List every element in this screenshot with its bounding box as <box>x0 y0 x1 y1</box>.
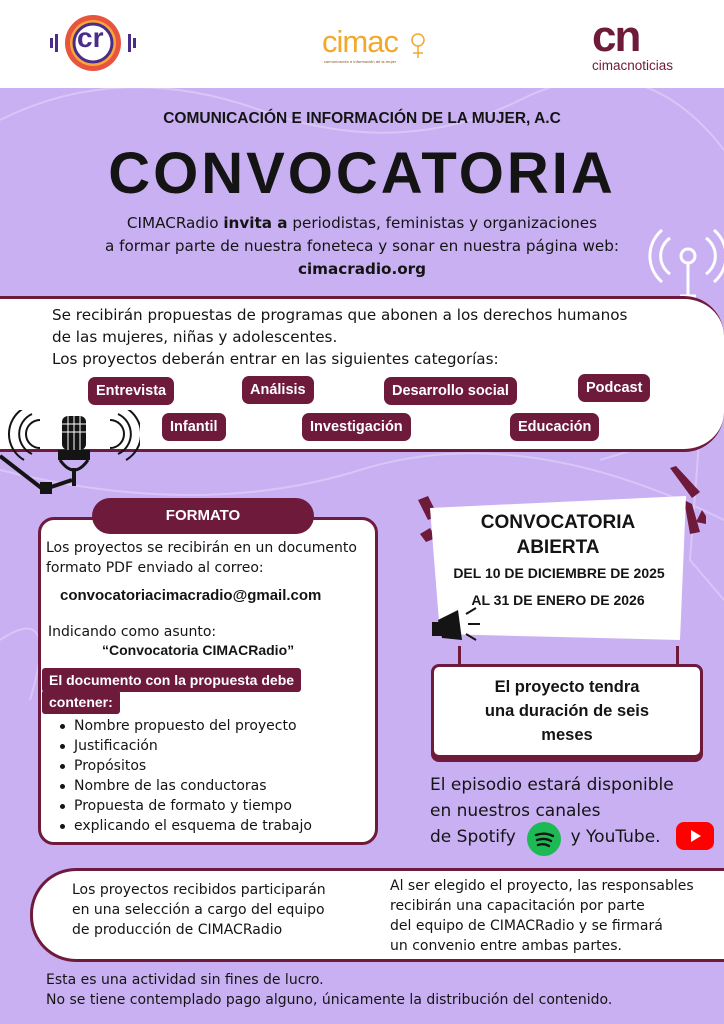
sign-line-1: CONVOCATORIA <box>480 512 636 533</box>
footer-note <box>46 970 706 1010</box>
category-chip-entrevista: Entrevista <box>88 377 174 405</box>
episode-line-2: en nuestros canales <box>430 801 601 821</box>
training-line-2: recibirán una capacitación por parte <box>390 898 645 914</box>
footer-line-1: Esta es una actividad sin fines de lucro. <box>46 972 324 988</box>
cimacnoticias-logo-text: cimacnoticias <box>592 58 674 73</box>
cimac-logo <box>322 22 432 74</box>
formato-text-1: Los proyectos se recibirán en un documento <box>46 540 357 556</box>
duration-line-3: meses <box>541 726 593 744</box>
cimacnoticias-logo-mark: cn <box>592 12 640 61</box>
category-chip-analisis: Análisis <box>242 376 314 404</box>
categories-line2: de las mujeres, niñas y adolescentes. <box>52 328 338 346</box>
radio-antenna-icon <box>640 218 724 302</box>
episode-youtube-text: y YouTube. <box>570 827 661 847</box>
formato-text-2: formato PDF enviado al correo: <box>46 560 264 576</box>
formato-title: FORMATO <box>92 498 314 534</box>
cimacnoticias-logo <box>590 12 700 78</box>
list-item: Propósitos <box>74 756 364 776</box>
intro-paragraph <box>40 212 684 281</box>
list-item: Justificación <box>74 736 364 756</box>
episode-spotify-text: de Spotify <box>430 827 516 847</box>
training-line-4: un convenio entre ambas partes. <box>390 938 622 954</box>
training-line-1: Al ser elegido el proyecto, las responsables <box>390 878 694 894</box>
microphone-icon <box>0 410 140 510</box>
categories-line3: Los proyectos deberán entrar en las siguientes categorías: <box>52 350 499 368</box>
category-chip-infantil: Infantil <box>162 413 226 441</box>
youtube-icon[interactable] <box>676 822 714 850</box>
selection-line-1: Los proyectos recibidos participarán <box>72 882 326 898</box>
selection-text <box>72 880 326 940</box>
intro-invites: invita a <box>223 214 288 232</box>
training-text <box>390 876 694 956</box>
sign-date-from: DEL 10 DE DICIEMBRE DE 2025 <box>453 565 665 581</box>
cimacradio-logo <box>48 10 138 74</box>
formato-subject-label: Indicando como asunto: <box>48 624 217 640</box>
formato-content-title-1: El documento con la propuesta debe <box>42 668 301 692</box>
cimacradio-logo-text: cr <box>77 22 104 53</box>
cimac-logo-tagline: comunicación e información de la mujer <box>324 60 397 64</box>
duration-box <box>431 664 703 758</box>
announcement-sign <box>410 464 710 654</box>
categories-line1: Se recibirán propuestas de programas que abonen a los derechos humanos <box>52 306 628 324</box>
list-item: Nombre propuesto del proyecto <box>74 716 364 736</box>
formato-content-title-2: contener: <box>42 690 120 714</box>
footer-line-2: No se tiene contemplado pago alguno, únicamente la distribución del contenido. <box>46 992 613 1008</box>
duration-line-1: El proyecto tendra <box>494 678 640 696</box>
category-chip-podcast: Podcast <box>578 374 650 402</box>
episode-line-1: El episodio estará disponible <box>430 775 674 795</box>
category-chip-desarrollo-social: Desarrollo social <box>384 377 517 405</box>
intro-brand: CIMACRadio <box>126 214 219 232</box>
category-chip-investigacion: Investigación <box>302 413 411 441</box>
categories-description <box>52 304 692 370</box>
main-title: CONVOCATORIA <box>108 141 616 206</box>
formato-subject: “Convocatoria CIMACRadio” <box>102 642 295 658</box>
training-line-3: del equipo de CIMACRadio y se firmará <box>390 918 663 934</box>
formato-requirements-list <box>74 716 364 836</box>
spotify-icon[interactable] <box>527 822 561 856</box>
list-item: Propuesta de formato y tiempo <box>74 796 364 816</box>
formato-email[interactable]: convocatoriacimacradio@gmail.com <box>60 587 322 604</box>
cimac-logo-text: cimac <box>322 24 398 59</box>
intro-line1: periodistas, feministas y organizaciones <box>292 214 598 232</box>
intro-line2: a formar parte de nuestra foneteca y sonar en nuestra página web: <box>104 237 620 255</box>
selection-line-3: de producción de CIMACRadio <box>72 922 283 938</box>
website-link[interactable]: cimacradio.org <box>297 260 427 278</box>
category-chip-educacion: Educación <box>510 413 599 441</box>
duration-line-2: una duración de seis <box>484 702 650 720</box>
list-item: Nombre de las conductoras <box>74 776 364 796</box>
selection-line-2: en una selección a cargo del equipo <box>72 902 325 918</box>
list-item-continuation: explicando el esquema de trabajo <box>74 816 364 836</box>
sign-line-2: ABIERTA <box>516 537 600 558</box>
sign-date-to: AL 31 DE ENERO DE 2026 <box>471 592 645 608</box>
organization-title: COMUNICACIÓN E INFORMACIÓN DE LA MUJER, A.C <box>163 110 561 127</box>
venus-icon <box>410 32 426 60</box>
